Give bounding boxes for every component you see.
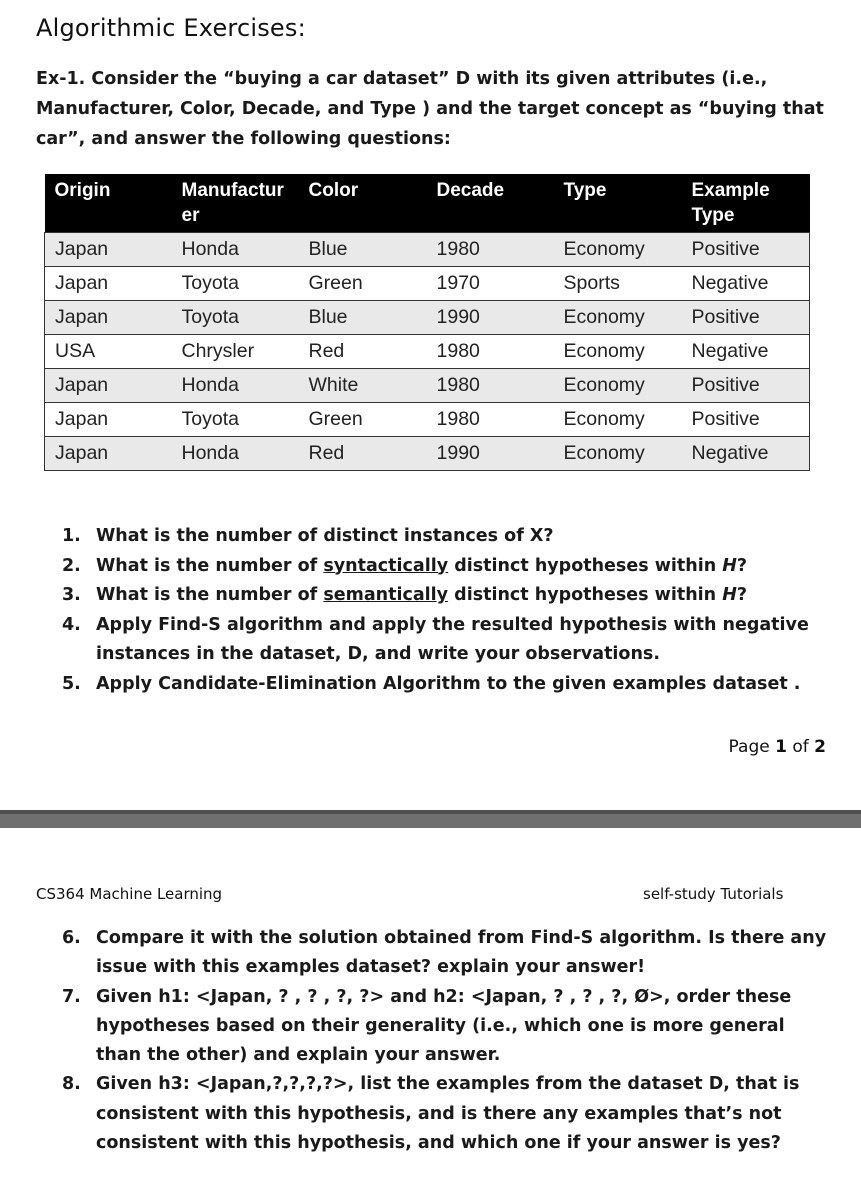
list-item	[62, 611, 832, 670]
page-separator	[0, 810, 861, 828]
question-text: Given h3: <Japan,?,?,?,?>, list the examples from the dataset D, that is consistent with this hypothesis, and is there any examples that’s not consistent with this hypothesis, and which one if your answer is yes?	[96, 1074, 800, 1154]
list-item	[62, 522, 832, 552]
list-item	[62, 983, 832, 1071]
question-text: Given h1: <Japan, ? , ? , ?, ?> and h2: <Japan, ? , ? , ?, Ø>, order these hypotheses based on their generality (i.e., which one is more general than the other) and explain your answer.	[96, 986, 792, 1066]
header-example-type: Example Type	[682, 174, 810, 233]
table-cell: Toyota	[172, 301, 299, 335]
table-cell: Positive	[682, 369, 810, 403]
table-cell: Japan	[45, 403, 172, 437]
page-number-label: Page	[728, 737, 776, 757]
table-cell: Red	[299, 437, 427, 471]
table-cell: Green	[299, 403, 427, 437]
document-page-2	[0, 828, 861, 1187]
header-type: Type	[554, 174, 682, 233]
table-cell: Negative	[682, 437, 810, 471]
question-text	[96, 581, 832, 611]
table-cell: Economy	[554, 437, 682, 471]
question-text-part: What is the number of	[96, 555, 324, 576]
table-cell: Positive	[682, 233, 810, 267]
table-cell: Economy	[554, 301, 682, 335]
table-cell: White	[299, 369, 427, 403]
exercise-intro	[36, 64, 836, 154]
table-cell: Positive	[682, 403, 810, 437]
question-list-continued	[62, 924, 832, 1158]
table-cell: Toyota	[172, 267, 299, 301]
course-header: CS364 Machine Learning	[36, 885, 223, 903]
question-number: 8.	[62, 1074, 81, 1095]
table-cell: Economy	[554, 403, 682, 437]
table-cell: Sports	[554, 267, 682, 301]
table-cell: 1990	[427, 301, 554, 335]
table-cell: Toyota	[172, 403, 299, 437]
question-text: Compare it with the solution obtained from Find-S algorithm. Is there any issue with this examples dataset? explain your answer!	[96, 928, 827, 978]
table-cell: 1980	[427, 335, 554, 369]
exercise-description: Consider the “buying a car dataset” D with its given attributes (i.e., Manufacturer, Color, Decade, and Type ) and the target concept as “buying that car”, and answer the following questions:	[36, 69, 824, 149]
table-cell: Green	[299, 267, 427, 301]
table-cell: Japan	[45, 437, 172, 471]
table-cell: Honda	[172, 437, 299, 471]
list-item	[62, 1070, 832, 1158]
page-number-current: 1	[775, 737, 787, 757]
page-separator-shadow	[0, 810, 861, 814]
table-row	[45, 437, 810, 471]
header-origin: Origin	[45, 174, 172, 233]
table-cell: Japan	[45, 233, 172, 267]
question-text-part: What is the number of	[96, 585, 324, 605]
question-text: Apply Find-S algorithm and apply the resulted hypothesis with negative instances in the dataset, D, and write your observations.	[96, 614, 809, 664]
table-cell: Blue	[299, 301, 427, 335]
question-number: 1.	[62, 526, 81, 546]
question-number: 3.	[62, 585, 81, 605]
table-header-row	[45, 174, 810, 233]
hypothesis-space-symbol: H	[722, 555, 737, 576]
table-cell: Economy	[554, 369, 682, 403]
question-text-part: distinct hypotheses within	[448, 555, 723, 576]
table-cell: Blue	[299, 233, 427, 267]
header-decade: Decade	[427, 174, 554, 233]
question-text	[96, 552, 832, 582]
table-row	[45, 301, 810, 335]
question-number: 6.	[62, 928, 81, 948]
table-row	[45, 335, 810, 369]
question-text: What is the number of distinct instances of X?	[96, 526, 554, 546]
question-number: 4.	[62, 614, 81, 635]
table-cell: Negative	[682, 335, 810, 369]
table-cell: Positive	[682, 301, 810, 335]
question-number: 7.	[62, 986, 81, 1007]
question-text: Apply Candidate-Elimination Algorithm to the given examples dataset .	[96, 673, 801, 694]
underlined-term: syntactically	[323, 555, 449, 576]
list-item	[62, 924, 832, 983]
page-number-total: 2	[814, 737, 826, 757]
question-list	[62, 522, 832, 699]
question-number: 2.	[62, 555, 81, 576]
table-cell: Japan	[45, 267, 172, 301]
list-item	[62, 581, 832, 611]
header-color: Color	[299, 174, 427, 233]
question-text-part: ?	[736, 555, 748, 576]
table-cell: USA	[45, 335, 172, 369]
table-cell: 1970	[427, 267, 554, 301]
table-cell: 1980	[427, 369, 554, 403]
table-cell: Red	[299, 335, 427, 369]
table-cell: Negative	[682, 267, 810, 301]
list-item	[62, 552, 832, 582]
table-cell: Japan	[45, 301, 172, 335]
hypothesis-space-symbol: H	[722, 585, 737, 605]
car-dataset-table	[44, 174, 810, 471]
table-cell: Economy	[554, 233, 682, 267]
underlined-term: semantically	[323, 585, 449, 605]
table-cell: Economy	[554, 335, 682, 369]
table-cell: Honda	[172, 369, 299, 403]
section-heading: Algorithmic Exercises:	[36, 14, 306, 42]
table-cell: Japan	[45, 369, 172, 403]
table-row	[45, 403, 810, 437]
question-number: 5.	[62, 673, 81, 694]
page-number-of: of	[786, 737, 815, 757]
question-text-part: ?	[736, 585, 748, 605]
table-row	[45, 267, 810, 301]
page-number	[729, 737, 826, 757]
series-header: self-study Tutorials	[643, 885, 784, 903]
table-cell: 1980	[427, 403, 554, 437]
table-cell: Honda	[172, 233, 299, 267]
list-item	[62, 670, 832, 700]
table-cell: Chrysler	[172, 335, 299, 369]
table-cell: 1990	[427, 437, 554, 471]
table-row	[45, 233, 810, 267]
header-manufacturer: Manufactur er	[172, 174, 299, 233]
table-cell: 1980	[427, 233, 554, 267]
question-text-part: distinct hypotheses within	[448, 585, 723, 605]
table-row	[45, 369, 810, 403]
exercise-label: Ex-1.	[36, 69, 86, 89]
